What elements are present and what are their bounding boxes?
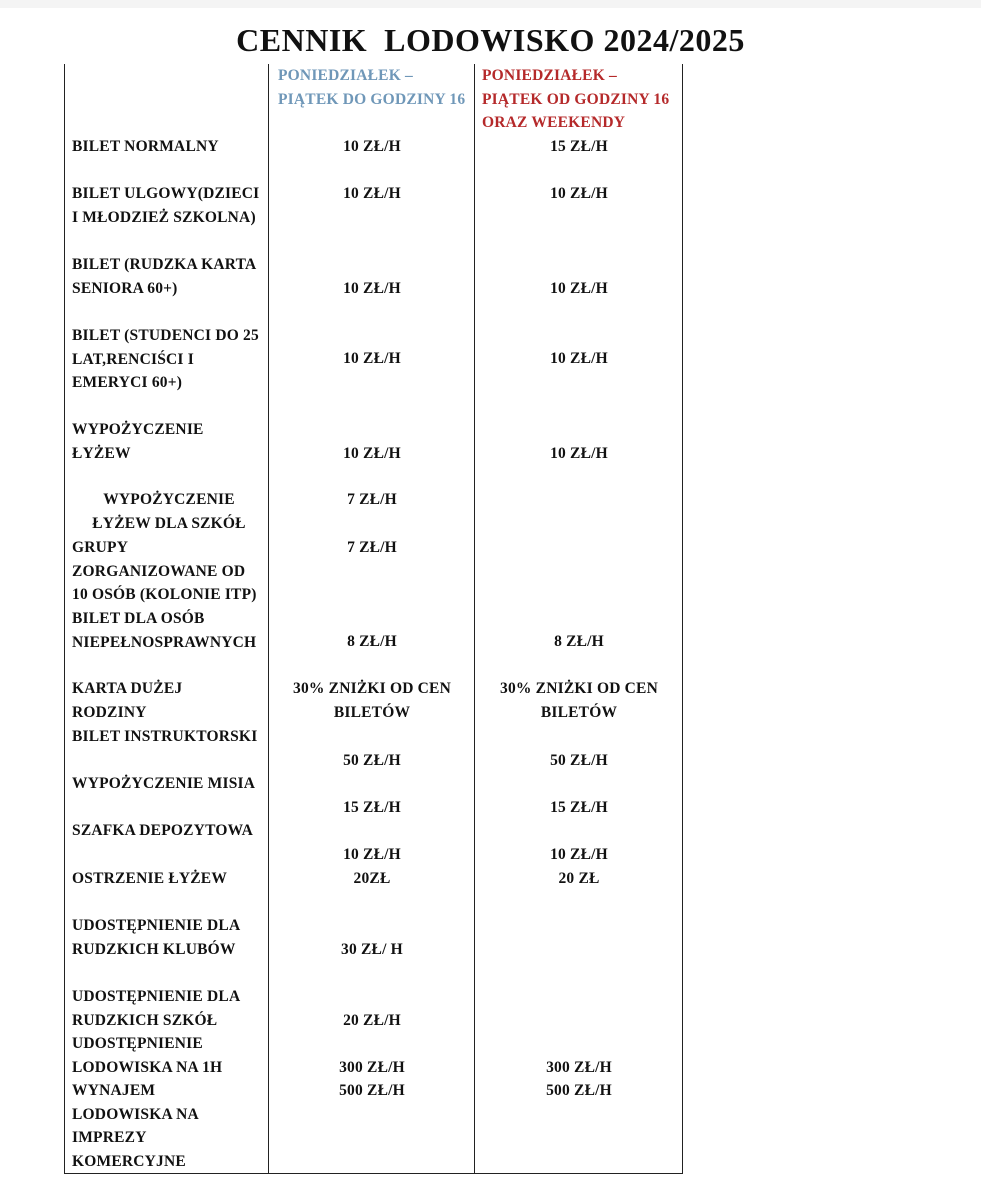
page-title: CENNIK LODOWISKO 2024/2025: [236, 22, 745, 58]
row-price-weekday: 50 ZŁ/H: [343, 752, 401, 769]
row-label: UDOSTĘPNIENIE LODOWISKA NA 1H: [72, 1035, 223, 1076]
column-divider-1: [268, 64, 269, 1174]
row-label: SZAFKA DEPOZYTOWA: [72, 822, 253, 839]
row-label: BILET (STUDENCI DO 25 LAT,RENCIŚCI I EMERYCI 60+): [72, 327, 259, 391]
row-price-weekday: 20 ZŁ/H: [343, 1012, 401, 1029]
row-label: BILET DLA OSÓB NIEPEŁNOSPRAWNYCH: [72, 610, 257, 651]
row-price-weekend: 300 ZŁ/H: [546, 1059, 612, 1076]
row-label: WYNAJEM LODOWISKA NA IMPREZY KOMERCYJNE: [72, 1082, 199, 1170]
row-price-weekday: 7 ZŁ/H: [347, 539, 397, 556]
table-border-bottom: [64, 1173, 683, 1174]
row-label: BILET NORMALNY: [72, 138, 219, 155]
row-price-weekday: 10 ZŁ/H: [343, 846, 401, 863]
row-price-weekday: 15 ZŁ/H: [343, 799, 401, 816]
row-price-weekday: 10 ZŁ/H: [343, 185, 401, 202]
row-price-weekend: 10 ZŁ/H: [550, 445, 608, 462]
row-price-weekend: 8 ZŁ/H: [554, 633, 604, 650]
row-price-weekend: 10 ZŁ/H: [550, 185, 608, 202]
row-price-weekend: 30% ZNIŻKI OD CEN BILETÓW: [500, 680, 658, 721]
header-weekday: PONIEDZIAŁEK – PIĄTEK DO GODZINY 16: [278, 67, 466, 108]
row-price-weekend: 15 ZŁ/H: [550, 799, 608, 816]
row-label: KARTA DUŻEJ RODZINY: [72, 680, 183, 721]
row-price-weekday: 10 ZŁ/H: [343, 280, 401, 297]
row-label: BILET (RUDZKA KARTA SENIORA 60+): [72, 256, 257, 297]
row-price-weekend: 20 ZŁ: [558, 870, 600, 887]
row-price-weekday: 20ZŁ: [353, 870, 391, 887]
row-price-weekday: 10 ZŁ/H: [343, 445, 401, 462]
row-label: WYPOŻYCZENIE MISIA: [72, 775, 256, 792]
row-price-weekday: 7 ZŁ/H: [347, 491, 397, 508]
header-weekend: PONIEDZIAŁEK – PIĄTEK OD GODZINY 16 ORAZ WEEKENDY: [482, 67, 670, 131]
row-price-weekday: 10 ZŁ/H: [343, 350, 401, 367]
row-price-weekday: 500 ZŁ/H: [339, 1082, 405, 1099]
row-label: BILET INSTRUKTORSKI: [72, 728, 258, 745]
row-label: OSTRZENIE ŁYŻEW: [72, 870, 228, 887]
row-label: BILET ULGOWY(DZIECI I MŁODZIEŻ SZKOLNA): [72, 185, 260, 226]
row-price-weekday: 10 ZŁ/H: [343, 138, 401, 155]
row-price-weekday: 30% ZNIŻKI OD CEN BILETÓW: [293, 680, 451, 721]
row-price-weekend: 10 ZŁ/H: [550, 846, 608, 863]
row-label: WYPOŻYCZENIE ŁYŻEW DLA SZKÓŁ: [92, 491, 246, 532]
table-border-left: [64, 64, 65, 1174]
row-label: WYPOŻYCZENIE ŁYŻEW: [72, 421, 204, 462]
row-price-weekend: 50 ZŁ/H: [550, 752, 608, 769]
row-price-weekday: 30 ZŁ/ H: [341, 941, 403, 958]
row-price-weekend: 15 ZŁ/H: [550, 138, 608, 155]
top-strip: [0, 0, 981, 8]
row-price-weekday: 8 ZŁ/H: [347, 633, 397, 650]
row-price-weekend: 500 ZŁ/H: [546, 1082, 612, 1099]
table-border-right: [682, 64, 683, 1174]
row-price-weekend: 10 ZŁ/H: [550, 280, 608, 297]
column-divider-2: [474, 64, 475, 1174]
row-label: UDOSTĘPNIENIE DLA RUDZKICH SZKÓŁ: [72, 988, 241, 1029]
row-price-weekend: 10 ZŁ/H: [550, 350, 608, 367]
row-price-weekday: 300 ZŁ/H: [339, 1059, 405, 1076]
row-label: GRUPY ZORGANIZOWANE OD 10 OSÓB (KOLONIE ITP): [72, 539, 257, 603]
row-label: UDOSTĘPNIENIE DLA RUDZKICH KLUBÓW: [72, 917, 241, 958]
